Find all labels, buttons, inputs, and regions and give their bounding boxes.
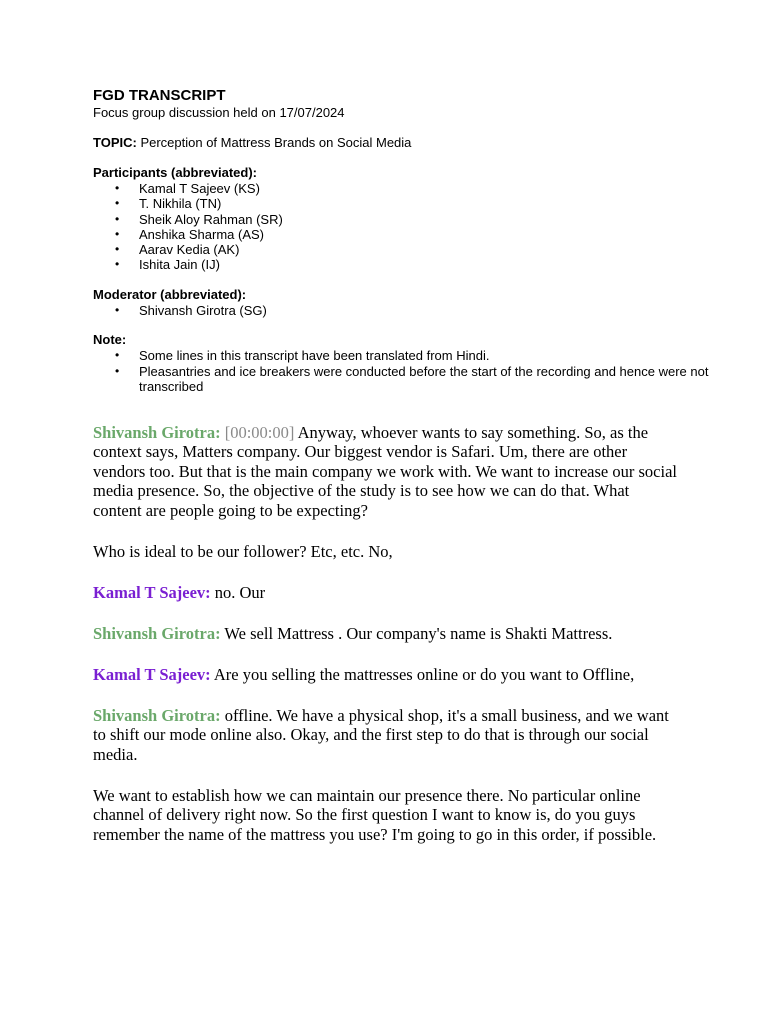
participants-list: [93, 181, 768, 273]
timestamp: [00:00:00]: [220, 422, 295, 442]
moderator-heading: Moderator (abbreviated):: [93, 286, 247, 302]
transcript-body: [93, 423, 678, 845]
transcript-paragraph: [93, 423, 678, 521]
utterance-text: Are you selling the mattresses online or do you want to Offline,: [210, 664, 635, 684]
note-list: [93, 348, 719, 395]
topic-label: TOPIC:: [93, 135, 137, 150]
topic-line: [93, 135, 768, 151]
list-item: • Some lines in this transcript have been translated from Hindi.: [139, 348, 719, 364]
list-item: • Kamal T Sajeev (KS): [139, 181, 768, 196]
list-item: • Sheik Aloy Rahman (SR): [139, 212, 768, 227]
note-heading: Note:: [93, 332, 127, 348]
utterance-text: no. Our: [210, 582, 266, 602]
list-item: • Anshika Sharma (AS): [139, 227, 768, 242]
transcript-paragraph: [93, 583, 678, 603]
speaker-name: Shivansh Girotra:: [93, 705, 221, 725]
list-item: • Aarav Kedia (AK): [139, 242, 768, 257]
utterance-text: We want to establish how we can maintain our presence there. No particular online channel of delivery right now. So the first question I want to know is, do you guys remember the name of the mattress you use? I'm going to go in this order, if possible.: [93, 785, 657, 844]
utterance-text: offline. We have a physical shop, it's a small business, and we want to shift our mode online also. Okay, and the first step to do that is through our social media.: [93, 705, 669, 764]
transcript-paragraph: [93, 706, 678, 765]
transcript-paragraph: [93, 542, 678, 562]
utterance-text: Anyway, whoever wants to say something. So, as the context says, Matters company. Our biggest vendor is Safari. Um, there are other vendors too. But that is the main company we work with. We want to increase our social media presence. So, the objective of the study is to see how we can do that. What content are people going to be expecting?: [93, 422, 677, 520]
speaker-name: Shivansh Girotra:: [93, 623, 221, 643]
participants-heading: Participants (abbreviated):: [93, 165, 257, 180]
utterance-text: Who is ideal to be our follower? Etc, etc. No,: [93, 541, 393, 561]
list-item: • Ishita Jain (IJ): [139, 257, 768, 272]
list-item: • T. Nikhila (TN): [139, 196, 768, 211]
document-subtitle: Focus group discussion held on 17/07/2024: [93, 105, 345, 120]
list-item: • Shivansh Girotra (SG): [139, 303, 768, 318]
utterance-text: We sell Mattress . Our company's name is Shakti Mattress.: [220, 623, 613, 643]
speaker-name: Kamal T Sajeev:: [93, 664, 211, 684]
transcript-paragraph: [93, 786, 678, 845]
list-item: • Pleasantries and ice breakers were conducted before the start of the recording and hence were not transcribed: [139, 364, 719, 395]
transcript-paragraph: [93, 665, 678, 685]
speaker-name: Shivansh Girotra:: [93, 422, 221, 442]
topic-value: Perception of Mattress Brands on Social Media: [136, 135, 412, 150]
transcript-paragraph: [93, 624, 678, 644]
speaker-name: Kamal T Sajeev:: [93, 582, 211, 602]
moderator-list: [93, 303, 768, 318]
document-title: FGD TRANSCRIPT: [93, 87, 226, 104]
